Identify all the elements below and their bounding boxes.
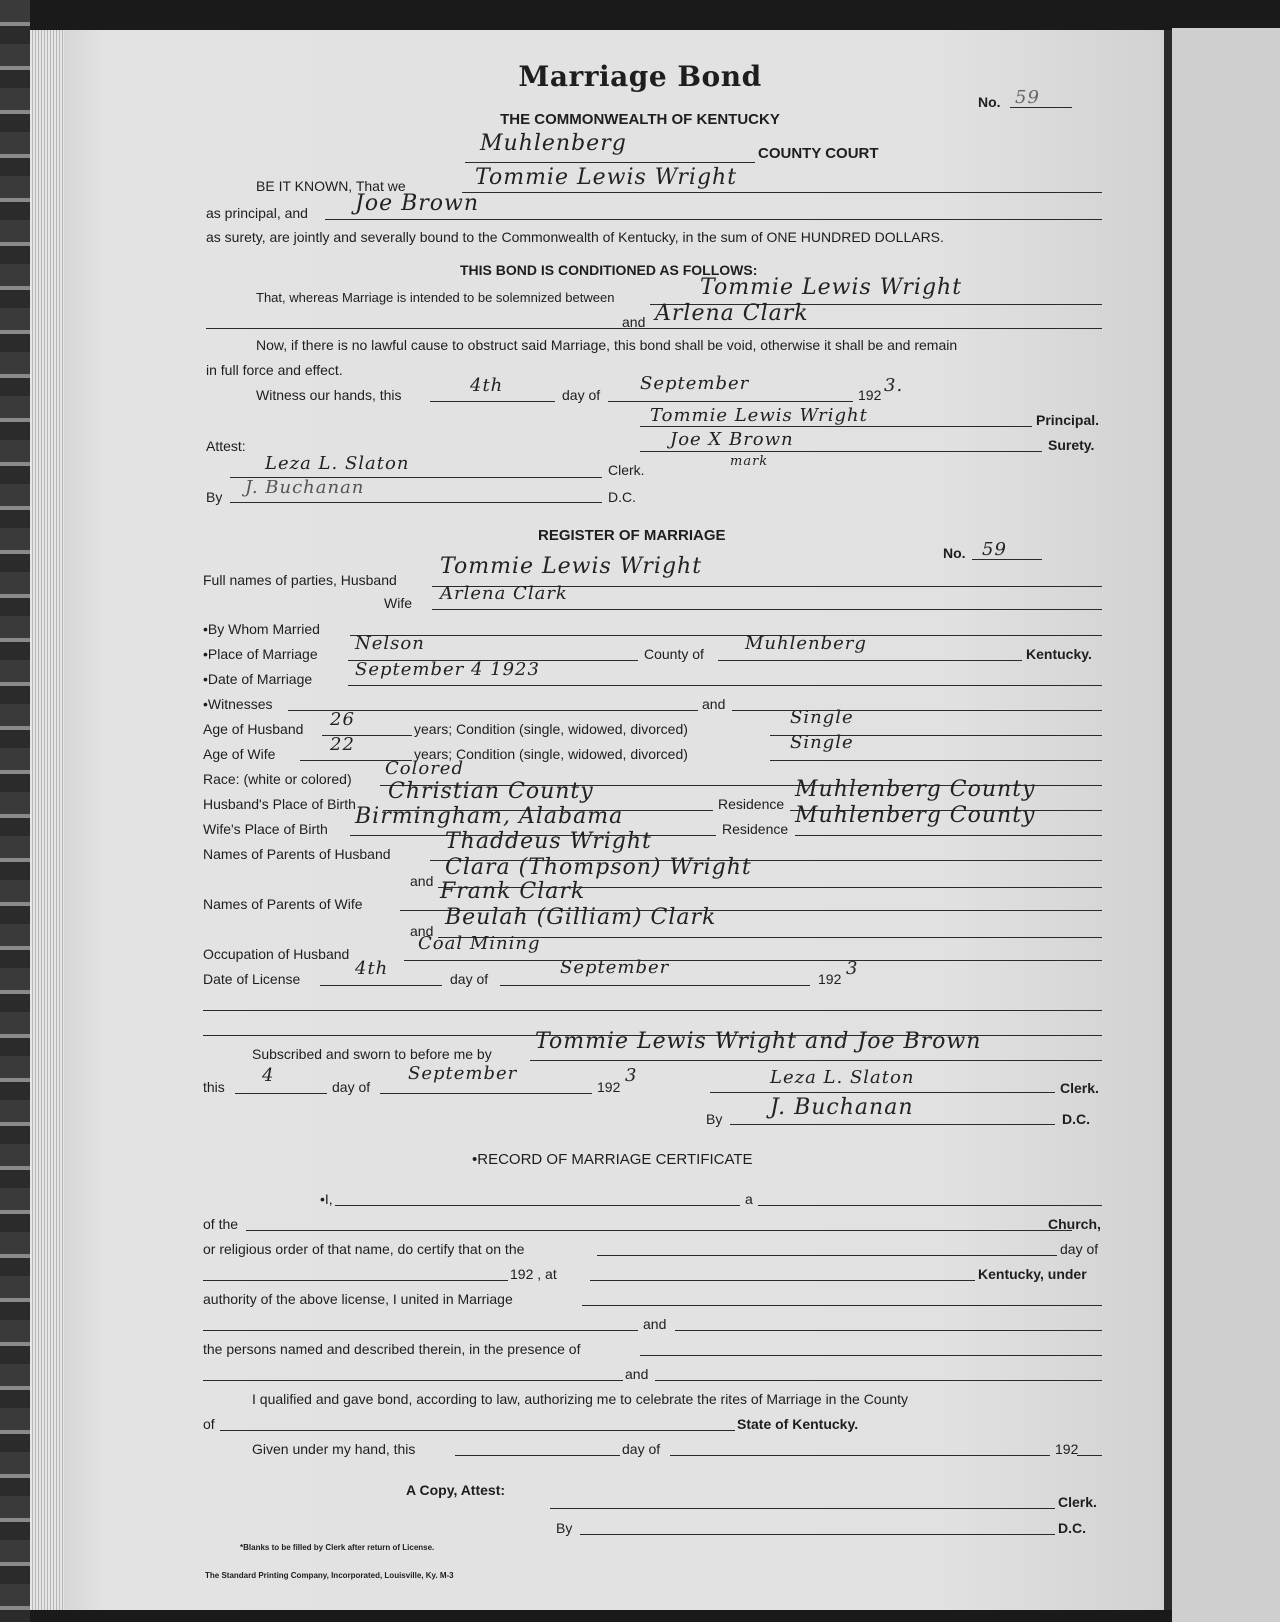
- rule: [732, 710, 1102, 711]
- sub-clerk-handwritten: Leza L. Slaton: [770, 1067, 915, 1088]
- rule: [430, 401, 555, 402]
- bond-no-value: 59: [1015, 87, 1040, 108]
- rule: [670, 1455, 1050, 1456]
- father-wife-handwritten: Frank Clark: [440, 879, 586, 904]
- cert-of-label: of: [203, 1416, 215, 1432]
- rule: [640, 1355, 1102, 1356]
- age-wife-label: Age of Wife: [203, 746, 276, 762]
- this-label: this: [203, 1079, 225, 1095]
- rule: [758, 1205, 1102, 1206]
- rule: [220, 1430, 735, 1431]
- parents-husband-label: Names of Parents of Husband: [203, 846, 391, 862]
- rule: [795, 835, 1102, 836]
- cert-a-label: a: [745, 1191, 753, 1207]
- wife-label: Wife: [384, 595, 412, 611]
- day-of-label: day of: [562, 387, 601, 403]
- rule: [730, 1124, 1055, 1125]
- register-no-value: 59: [982, 539, 1007, 560]
- date-handwritten: September 4 1923: [355, 659, 540, 680]
- rule: [203, 1010, 1102, 1011]
- cert-i-label: •I,: [320, 1191, 333, 1207]
- witnesses-label: •Witnesses: [203, 696, 273, 712]
- rule: [770, 760, 1102, 761]
- by-label: By: [206, 489, 223, 505]
- clerk-label: Clerk.: [608, 462, 645, 478]
- license-year-handwritten: 3: [846, 958, 859, 979]
- age-husband-handwritten: 26: [330, 709, 355, 730]
- residence-label-2: Residence: [722, 821, 789, 837]
- parents-wife-label: Names of Parents of Wife: [203, 896, 363, 912]
- rule: [640, 426, 1032, 427]
- copy-attest-label: A Copy, Attest:: [406, 1482, 506, 1498]
- page-divider: [1164, 30, 1172, 1610]
- rule: [203, 1330, 638, 1331]
- rule: [1010, 107, 1072, 108]
- rule: [380, 1093, 592, 1094]
- rule: [675, 1330, 1102, 1331]
- witness-month-handwritten: September: [640, 373, 750, 394]
- binding-edge: [0, 0, 30, 1622]
- kentucky-label: Kentucky.: [1026, 646, 1092, 662]
- record-heading: •RECORD OF MARRIAGE CERTIFICATE: [472, 1151, 753, 1168]
- printer-credit: The Standard Printing Company, Incorporated, Louisville, Ky. M-3: [205, 1571, 454, 1580]
- rule: [550, 1508, 1055, 1509]
- and-label-2: and: [702, 696, 726, 712]
- sub-year-handwritten: 3: [625, 1065, 638, 1086]
- register-heading: REGISTER OF MARRIAGE: [538, 527, 726, 544]
- rule: [640, 451, 1042, 452]
- conditioned-heading: THIS BOND IS CONDITIONED AS FOLLOWS:: [460, 262, 758, 278]
- cond-husband-handwritten: Single: [790, 707, 854, 728]
- rule: [718, 660, 1022, 661]
- principal-handwritten: Tommie Lewis Wright: [475, 165, 738, 190]
- sub-by-label: By: [706, 1111, 723, 1127]
- cert-and-label-2: and: [625, 1366, 649, 1382]
- rule: [246, 1230, 1072, 1231]
- place-handwritten: Nelson: [355, 633, 425, 654]
- attest-label: Attest:: [206, 438, 246, 454]
- rule: [325, 219, 1102, 220]
- rule: [1077, 1455, 1102, 1456]
- rule: [597, 1255, 1057, 1256]
- now-if-text-2: in full force and effect.: [206, 362, 343, 378]
- husband-birth-label: Husband's Place of Birth: [203, 796, 356, 812]
- rule: [608, 401, 853, 402]
- date-label: •Date of Marriage: [203, 671, 313, 687]
- years-condition-label-2: years; Condition (single, widowed, divorced): [414, 746, 688, 762]
- rule: [582, 1305, 1102, 1306]
- wife-birth-handwritten: Birmingham, Alabama: [355, 804, 624, 829]
- cond-wife-handwritten: Single: [790, 732, 854, 753]
- rule: [404, 960, 1102, 961]
- cert-persons-label: the persons named and described therein, in the presence of: [203, 1341, 581, 1357]
- rule: [206, 328, 1102, 329]
- rule: [500, 985, 810, 986]
- sub-by-handwritten: J. Buchanan: [770, 1095, 914, 1120]
- full-names-label: Full names of parties, Husband: [203, 572, 397, 588]
- age-wife-handwritten: 22: [330, 734, 355, 755]
- sub-day-handwritten: 4: [262, 1065, 275, 1086]
- cert-given-label: Given under my hand, this: [252, 1441, 416, 1457]
- race-label: Race: (white or colored): [203, 771, 352, 787]
- page-stack-edge: [30, 30, 64, 1610]
- county-court-label: COUNTY COURT: [758, 145, 879, 162]
- and-handwritten: Arlena Clark: [655, 301, 809, 326]
- county-of-label: County of: [644, 646, 704, 662]
- cert-of-the-label: of the: [203, 1216, 239, 1232]
- husband-birth-handwritten: Christian County: [388, 779, 594, 804]
- now-if-text: Now, if there is no lawful cause to obstruct said Marriage, this bond shall be void, otherwise it shall be and remain: [256, 337, 958, 353]
- witness-day-handwritten: 4th: [470, 375, 504, 396]
- register-no-label: No.: [943, 545, 966, 561]
- rule: [350, 635, 1102, 636]
- wife-residence-handwritten: Muhlenberg County: [795, 803, 1036, 828]
- race-handwritten: Colored: [385, 758, 464, 779]
- cert-kentucky-under-label: Kentucky, under: [978, 1266, 1087, 1282]
- husband-handwritten: Tommie Lewis Wright: [440, 554, 703, 579]
- occupation-handwritten: Coal Mining: [418, 933, 541, 954]
- father-husband-handwritten: Thaddeus Wright: [445, 829, 652, 854]
- mother-husband-handwritten: Clara (Thompson) Wright: [445, 855, 752, 880]
- between-handwritten: Tommie Lewis Wright: [700, 275, 963, 300]
- rule: [230, 502, 602, 503]
- cert-day-of-label: day of: [1060, 1241, 1099, 1257]
- attest-clerk-handwritten: Leza L. Slaton: [265, 453, 410, 474]
- county-handwritten: Muhlenberg: [480, 131, 627, 156]
- sub-clerk-label: Clerk.: [1060, 1080, 1099, 1096]
- copy-clerk-label: Clerk.: [1058, 1494, 1097, 1510]
- husband-residence-handwritten: Muhlenberg County: [795, 777, 1036, 802]
- copy-by-label: By: [556, 1520, 573, 1536]
- adjacent-page: [1172, 28, 1280, 1622]
- rule: [462, 192, 1102, 193]
- license-label: Date of License: [203, 971, 301, 987]
- age-husband-label: Age of Husband: [203, 721, 304, 737]
- rule: [580, 1534, 1055, 1535]
- sub-day-of-label: day of: [332, 1079, 371, 1095]
- sub-year-prefix: 192: [597, 1079, 621, 1095]
- cert-192-label: 192: [1055, 1441, 1079, 1457]
- county-of-handwritten: Muhlenberg: [745, 633, 867, 654]
- whereas-label: That, whereas Marriage is intended to be solemnized between: [256, 290, 615, 305]
- cert-state-label: State of Kentucky.: [737, 1416, 859, 1432]
- rule: [530, 1060, 1102, 1061]
- mark-handwritten: mark: [730, 454, 769, 469]
- cert-authority-label: authority of the above license, I united in Marriage: [203, 1291, 513, 1307]
- rule: [335, 1205, 740, 1206]
- cert-given-day-of-label: day of: [622, 1441, 661, 1457]
- wife-birth-label: Wife's Place of Birth: [203, 821, 328, 837]
- subscribed-label: Subscribed and sworn to before me by: [252, 1046, 492, 1062]
- surety-signature: Joe X Brown: [670, 429, 794, 450]
- rule: [348, 685, 1102, 686]
- witness-label: Witness our hands, this: [256, 387, 402, 403]
- mother-wife-handwritten: Beulah (Gilliam) Clark: [445, 905, 717, 930]
- be-it-known-label: BE IT KNOWN, That we: [256, 178, 406, 194]
- witness-year-handwritten: 3.: [884, 375, 904, 396]
- residence-label: Residence: [718, 796, 785, 812]
- license-day-of-label: day of: [450, 971, 489, 987]
- cert-church-label: Church,: [1048, 1216, 1101, 1232]
- years-condition-label: years; Condition (single, widowed, divorced): [414, 721, 688, 737]
- as-surety-text: as surety, are jointly and severally bound to the Commonwealth of Kentucky, in the sum of ONE HUNDRED DOLLARS.: [206, 229, 944, 245]
- footnote: *Blanks to be filled by Clerk after return of License.: [240, 1543, 435, 1552]
- sub-dc-label: D.C.: [1062, 1111, 1090, 1127]
- and-label-4: and: [410, 923, 434, 939]
- license-day-handwritten: 4th: [355, 958, 389, 979]
- surety-label: Surety.: [1048, 437, 1095, 453]
- wife-handwritten: Arlena Clark: [440, 583, 568, 604]
- subscribed-handwritten: Tommie Lewis Wright and Joe Brown: [535, 1029, 982, 1054]
- by-whom-label: •By Whom Married: [203, 621, 320, 637]
- dc-label: D.C.: [608, 489, 636, 505]
- rule: [432, 609, 1102, 610]
- cert-and-label: and: [643, 1316, 667, 1332]
- cert-192-at-label: 192 , at: [510, 1266, 557, 1282]
- rule: [455, 1455, 620, 1456]
- as-principal-label: as principal, and: [206, 205, 308, 221]
- principal-signature: Tommie Lewis Wright: [650, 405, 868, 426]
- rule: [590, 1280, 975, 1281]
- rule: [320, 985, 442, 986]
- rule: [465, 162, 755, 163]
- license-month-handwritten: September: [560, 957, 670, 978]
- occupation-label: Occupation of Husband: [203, 946, 350, 962]
- rule: [655, 1380, 1102, 1381]
- bond-no-label: No.: [978, 94, 1001, 110]
- rule: [203, 1280, 508, 1281]
- cert-religious-label: or religious order of that name, do certify that on the: [203, 1241, 525, 1257]
- sub-month-handwritten: September: [408, 1063, 518, 1084]
- surety-handwritten: Joe Brown: [355, 191, 480, 216]
- copy-dc-label: D.C.: [1058, 1520, 1086, 1536]
- place-label: •Place of Marriage: [203, 646, 318, 662]
- license-year-prefix: 192: [818, 971, 842, 987]
- and-label-3: and: [410, 873, 434, 889]
- by-dc-handwritten: J. Buchanan: [245, 477, 365, 498]
- rule: [972, 559, 1042, 560]
- and-label: and: [622, 314, 646, 330]
- principal-label: Principal.: [1036, 412, 1100, 428]
- year-prefix: 192: [858, 387, 882, 403]
- rule: [710, 1092, 1055, 1093]
- rule: [235, 1093, 327, 1094]
- commonwealth-heading: THE COMMONWEALTH OF KENTUCKY: [500, 111, 780, 128]
- cert-qualified-text: I qualified and gave bond, according to law, authorizing me to celebrate the rites of Marriage in the County: [252, 1391, 909, 1407]
- rule: [203, 1380, 623, 1381]
- document-title: Marriage Bond: [518, 60, 762, 93]
